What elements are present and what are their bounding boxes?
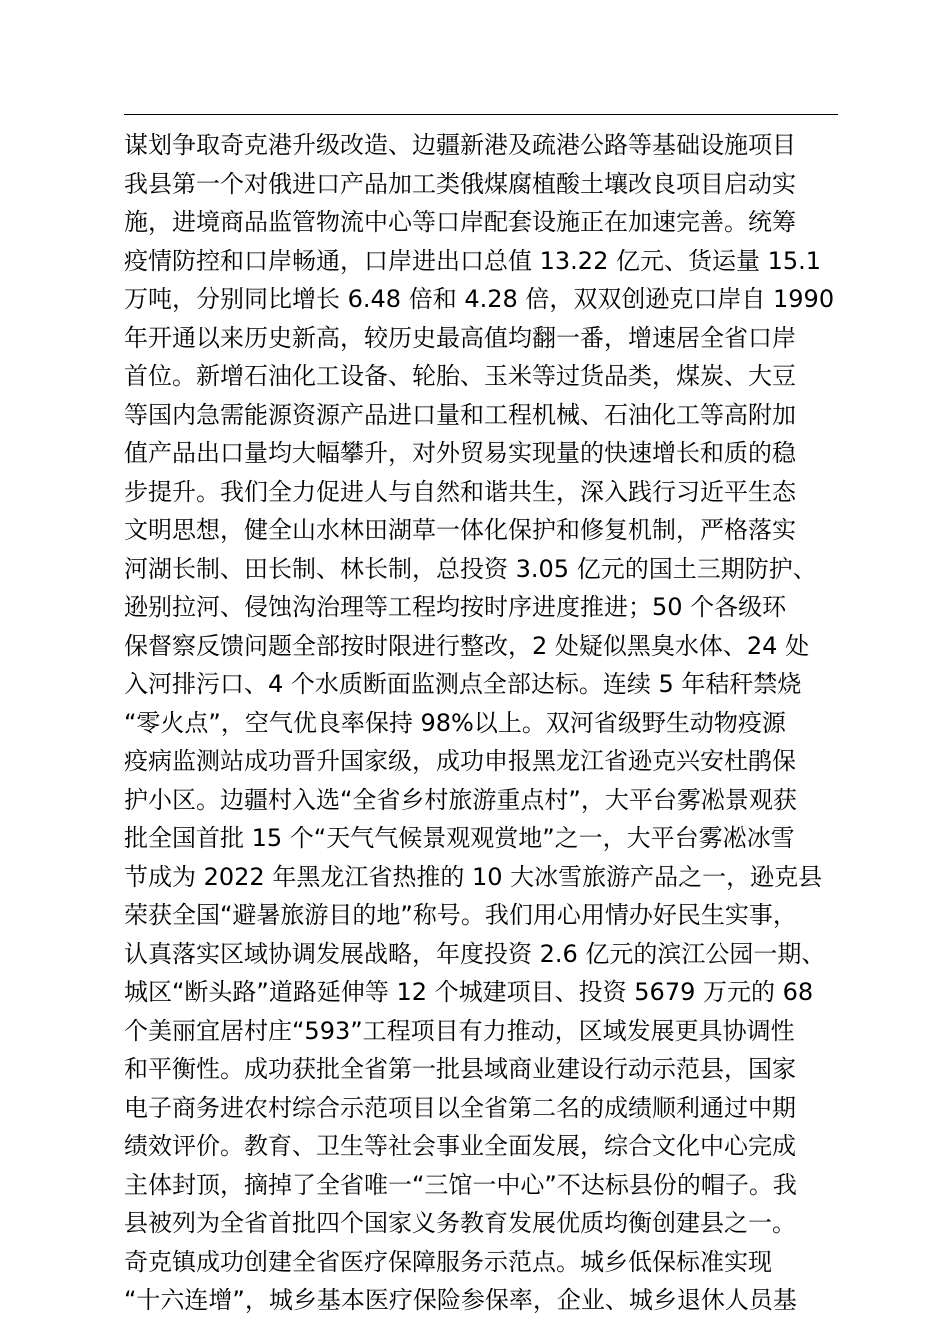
text-line: 荣获全国“避暑旅游目的地”称号。我们用心用情办好民生实事， bbox=[124, 901, 797, 929]
text-line: 首位。新增石油化工设备、轮胎、玉米等过货品类，煤炭、大豆 bbox=[124, 362, 796, 390]
text-line: 步提升。我们全力促进人与自然和谐共生，深入践行习近平生态 bbox=[124, 477, 796, 506]
text-line: 逊别拉河、侵蚀沟治理等工程均按时序进度推进；50 个各级环 bbox=[124, 593, 787, 621]
text-line: 我县第一个对俄进口产品加工类俄煤腐植酸土壤改良项目启动实 bbox=[124, 169, 796, 198]
text-line: 县被列为全省首批四个国家义务教育发展优质均衡创建县之一。 bbox=[124, 1209, 796, 1237]
body-paragraph bbox=[124, 126, 864, 1320]
text-line: 和平衡性。成功获批全省第一批县域商业建设行动示范县，国家 bbox=[124, 1055, 796, 1083]
text-line: 保督察反馈问题全部按时限进行整改，2 处疑似黑臭水体、24 处 bbox=[124, 631, 810, 660]
text-line: 年开通以来历史新高，较历史最高值均翻一番，增速居全省口岸 bbox=[124, 323, 796, 352]
text-line: 万吨，分别同比增长 6.48 倍和 4.28 倍，双双创逊克口岸自 1990 bbox=[124, 285, 835, 313]
text-line: “十六连增”，城乡基本医疗保险参保率，企业、城乡退休人员基 bbox=[124, 1286, 797, 1314]
text-line: 施，进境商品监管物流中心等口岸配套设施正在加速完善。统筹 bbox=[124, 208, 796, 236]
text-line: 主体封顶，摘掉了全省唯一“三馆一中心”不达标县份的帽子。我 bbox=[124, 1170, 797, 1199]
text-line: 批全国首批 15 个“天气气候景观观赏地”之一，大平台雾凇冰雪 bbox=[124, 824, 795, 852]
text-line: 城区“断头路”道路延伸等 12 个城建项目、投资 5679 万元的 68 bbox=[124, 978, 814, 1006]
text-line: 护小区。边疆村入选“全省乡村旅游重点村”，大平台雾凇景观获 bbox=[124, 785, 797, 814]
text-line: 入河排污口、4 个水质断面监测点全部达标。连续 5 年秸秆禁烧 bbox=[124, 670, 802, 698]
text-line: 节成为 2022 年黑龙江省热推的 10 大冰雪旅游产品之一，逊克县 bbox=[124, 862, 823, 891]
text-line: 值产品出口量均大幅攀升，对外贸易实现量的快速增长和质的稳 bbox=[124, 439, 796, 467]
text-line: 疫病监测站成功晋升国家级，成功申报黑龙江省逊克兴安杜鹃保 bbox=[124, 747, 796, 775]
text-line: 奇克镇成功创建全省医疗保障服务示范点。城乡低保标准实现 bbox=[124, 1247, 772, 1276]
header-rule bbox=[124, 114, 838, 115]
text-line: 电子商务进农村综合示范项目以全省第二名的成绩顺利通过中期 bbox=[124, 1093, 796, 1122]
text-line: “零火点”，空气优良率保持 98%以上。双河省级野生动物疫源 bbox=[124, 708, 786, 737]
text-line: 河湖长制、田长制、林长制，总投资 3.05 亿元的国土三期防护、 bbox=[124, 554, 817, 583]
text-line: 认真落实区域协调发展战略，年度投资 2.6 亿元的滨江公园一期、 bbox=[124, 939, 826, 968]
text-line: 疫情防控和口岸畅通，口岸进出口总值 13.22 亿元、货运量 15.1 bbox=[124, 246, 822, 275]
text-line: 个美丽宜居村庄“593”工程项目有力推动，区域发展更具协调性 bbox=[124, 1016, 795, 1045]
text-line: 等国内急需能源资源产品进口量和工程机械、石油化工等高附加 bbox=[124, 400, 796, 429]
text-line: 文明思想，健全山水林田湖草一体化保护和修复机制，严格落实 bbox=[124, 516, 796, 544]
text-line: 谋划争取奇克港升级改造、边疆新港及疏港公路等基础设施项目 bbox=[124, 131, 796, 159]
text-line: 绩效评价。教育、卫生等社会事业全面发展，综合文化中心完成 bbox=[124, 1132, 796, 1160]
